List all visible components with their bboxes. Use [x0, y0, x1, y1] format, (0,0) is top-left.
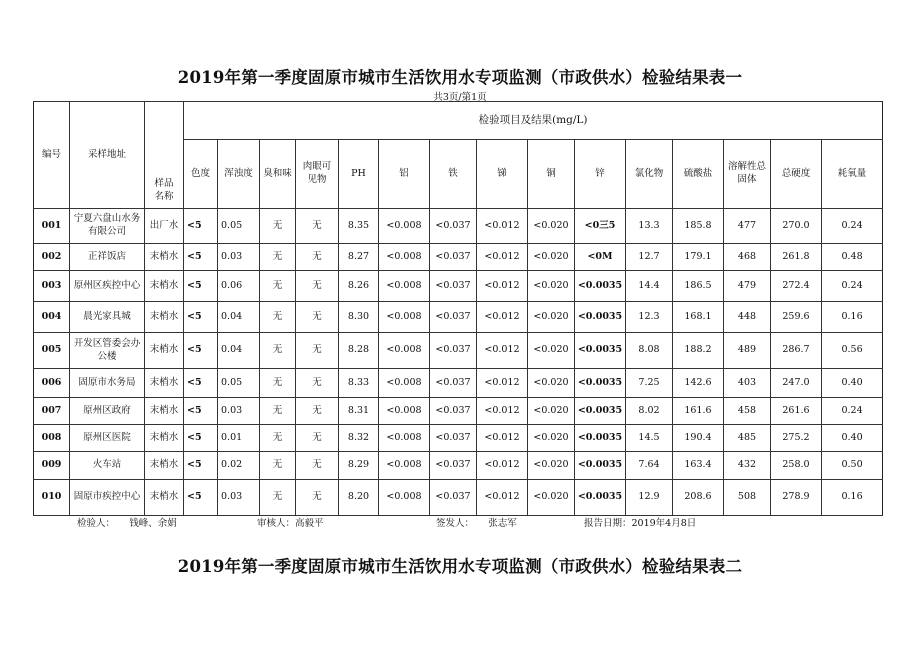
header-col-10: 氯化物: [626, 140, 673, 209]
row-id: 009: [34, 452, 70, 480]
cell-7: <0.012: [477, 302, 528, 333]
table-row: [34, 333, 883, 369]
cell-9: <0.0035: [575, 333, 626, 369]
row-id: 010: [34, 480, 70, 516]
row-sample: 末梢水: [145, 302, 184, 333]
footer-report-date: 报告日期：2019年4月8日: [584, 518, 697, 529]
cell-12: 432: [724, 452, 771, 480]
cell-1: 0.03: [218, 244, 260, 271]
cell-10: 14.5: [626, 425, 673, 452]
row-sample: 末梢水: [145, 480, 184, 516]
cell-2: 无: [260, 302, 296, 333]
row-location: 开发区管委会办公楼: [70, 333, 145, 369]
cell-3: 无: [296, 480, 339, 516]
cell-14: 0.50: [822, 452, 883, 480]
cell-5: <0.008: [379, 480, 430, 516]
cell-13: 272.4: [771, 271, 822, 302]
cell-6: <0.037: [430, 209, 477, 244]
header-group: 检验项目及结果(mg/L): [184, 102, 883, 140]
header-sample: [145, 102, 184, 209]
cell-11: 186.5: [673, 271, 724, 302]
cell-4: 8.26: [339, 271, 379, 302]
cell-1: 0.04: [218, 302, 260, 333]
header-col-7: 锑: [477, 140, 528, 209]
cell-1: 0.03: [218, 398, 260, 425]
row-sample: 末梢水: [145, 369, 184, 398]
header-sample-line1: 样品: [154, 178, 174, 190]
cell-5: <0.008: [379, 244, 430, 271]
table-row: [34, 425, 883, 452]
cell-14: 0.16: [822, 480, 883, 516]
cell-6: <0.037: [430, 333, 477, 369]
cell-2: 无: [260, 369, 296, 398]
cell-0: <5: [184, 369, 218, 398]
cell-9: <0.0035: [575, 480, 626, 516]
cell-8: <0.020: [528, 302, 575, 333]
cell-11: 185.8: [673, 209, 724, 244]
header-col-13: 总硬度: [771, 140, 822, 209]
cell-6: <0.037: [430, 480, 477, 516]
cell-9: <0.0035: [575, 452, 626, 480]
cell-9: <0.0035: [575, 425, 626, 452]
cell-9: <0.0035: [575, 302, 626, 333]
header-col-2: 臭和味: [260, 140, 296, 209]
header-col-14: 耗氧量: [822, 140, 883, 209]
row-id: 001: [34, 209, 70, 244]
cell-7: <0.012: [477, 271, 528, 302]
cell-8: <0.020: [528, 369, 575, 398]
cell-14: 0.56: [822, 333, 883, 369]
cell-11: 190.4: [673, 425, 724, 452]
cell-10: 12.9: [626, 480, 673, 516]
cell-2: 无: [260, 480, 296, 516]
cell-6: <0.037: [430, 271, 477, 302]
row-location: 原州区政府: [70, 398, 145, 425]
cell-2: 无: [260, 209, 296, 244]
cell-0: <5: [184, 480, 218, 516]
row-id: 007: [34, 398, 70, 425]
row-id: 002: [34, 244, 70, 271]
cell-10: 13.3: [626, 209, 673, 244]
cell-5: <0.008: [379, 333, 430, 369]
cell-3: 无: [296, 271, 339, 302]
cell-4: 8.20: [339, 480, 379, 516]
cell-12: 448: [724, 302, 771, 333]
cell-3: 无: [296, 333, 339, 369]
cell-3: 无: [296, 244, 339, 271]
cell-13: 258.0: [771, 452, 822, 480]
header-col-3: 肉眼可见物: [296, 140, 339, 209]
cell-10: 12.3: [626, 302, 673, 333]
row-id: 005: [34, 333, 70, 369]
cell-10: 14.4: [626, 271, 673, 302]
row-sample: 末梢水: [145, 271, 184, 302]
table-row: [34, 398, 883, 425]
cell-5: <0.008: [379, 425, 430, 452]
cell-7: <0.012: [477, 209, 528, 244]
cell-11: 188.2: [673, 333, 724, 369]
cell-12: 458: [724, 398, 771, 425]
footer: [0, 515, 920, 529]
header-id: 编号: [34, 102, 70, 209]
cell-4: 8.28: [339, 333, 379, 369]
header-col-9: 锌: [575, 140, 626, 209]
cell-0: <5: [184, 244, 218, 271]
cell-8: <0.020: [528, 398, 575, 425]
table-row: [34, 209, 883, 244]
cell-6: <0.037: [430, 369, 477, 398]
cell-3: 无: [296, 452, 339, 480]
row-sample: 末梢水: [145, 244, 184, 271]
cell-6: <0.037: [430, 398, 477, 425]
footer-issuer: 签发人： 张志军: [436, 518, 517, 529]
cell-12: 479: [724, 271, 771, 302]
cell-14: 0.40: [822, 369, 883, 398]
cell-5: <0.008: [379, 398, 430, 425]
results-table: [33, 101, 883, 516]
cell-14: 0.24: [822, 398, 883, 425]
cell-0: <5: [184, 425, 218, 452]
cell-5: <0.008: [379, 369, 430, 398]
cell-5: <0.008: [379, 452, 430, 480]
row-id: 004: [34, 302, 70, 333]
cell-11: 179.1: [673, 244, 724, 271]
cell-8: <0.020: [528, 209, 575, 244]
footer-inspector: 检验人： 钱峰、余娟: [77, 518, 177, 529]
cell-8: <0.020: [528, 333, 575, 369]
cell-8: <0.020: [528, 244, 575, 271]
row-location: 晨光家具城: [70, 302, 145, 333]
row-location: 固原市水务局: [70, 369, 145, 398]
cell-9: <0.0035: [575, 271, 626, 302]
row-sample: 末梢水: [145, 398, 184, 425]
row-sample: 末梢水: [145, 333, 184, 369]
row-location: 固原市疾控中心: [70, 480, 145, 516]
table-row: [34, 244, 883, 271]
cell-2: 无: [260, 425, 296, 452]
report-title-2: 2019年第一季度固原市城市生活饮用水专项监测（市政供水）检验结果表二: [177, 557, 743, 576]
header-sample-line2: 名称: [154, 191, 174, 203]
cell-4: 8.31: [339, 398, 379, 425]
cell-5: <0.008: [379, 302, 430, 333]
row-location: 原州区医院: [70, 425, 145, 452]
cell-2: 无: [260, 333, 296, 369]
row-sample: 末梢水: [145, 425, 184, 452]
cell-12: 477: [724, 209, 771, 244]
cell-7: <0.012: [477, 425, 528, 452]
cell-8: <0.020: [528, 425, 575, 452]
table-row: [34, 271, 883, 302]
cell-14: 0.24: [822, 271, 883, 302]
cell-7: <0.012: [477, 333, 528, 369]
cell-3: 无: [296, 425, 339, 452]
header-col-11: 硫酸盐: [673, 140, 724, 209]
cell-10: 8.02: [626, 398, 673, 425]
cell-1: 0.02: [218, 452, 260, 480]
table-row: [34, 452, 883, 480]
cell-0: <5: [184, 302, 218, 333]
cell-11: 161.6: [673, 398, 724, 425]
footer-reviewer: 审核人：高毅平: [257, 518, 324, 529]
cell-12: 468: [724, 244, 771, 271]
table-row: [34, 302, 883, 333]
header-col-0: 色度: [184, 140, 218, 209]
cell-11: 163.4: [673, 452, 724, 480]
cell-7: <0.012: [477, 480, 528, 516]
cell-5: <0.008: [379, 271, 430, 302]
cell-11: 208.6: [673, 480, 724, 516]
cell-0: <5: [184, 333, 218, 369]
row-location: 正祥饭店: [70, 244, 145, 271]
cell-1: 0.05: [218, 209, 260, 244]
cell-14: 0.40: [822, 425, 883, 452]
table-row: [34, 480, 883, 516]
cell-2: 无: [260, 244, 296, 271]
cell-11: 168.1: [673, 302, 724, 333]
header-col-6: 铁: [430, 140, 477, 209]
header-col-5: 铝: [379, 140, 430, 209]
cell-8: <0.020: [528, 271, 575, 302]
cell-10: 7.64: [626, 452, 673, 480]
header-col-1: 浑浊度: [218, 140, 260, 209]
cell-7: <0.012: [477, 398, 528, 425]
cell-4: 8.30: [339, 302, 379, 333]
cell-6: <0.037: [430, 452, 477, 480]
cell-4: 8.32: [339, 425, 379, 452]
cell-8: <0.020: [528, 452, 575, 480]
row-location: 宁夏六盘山水务有限公司: [70, 209, 145, 244]
cell-0: <5: [184, 271, 218, 302]
cell-13: 261.8: [771, 244, 822, 271]
cell-3: 无: [296, 398, 339, 425]
cell-11: 142.6: [673, 369, 724, 398]
cell-7: <0.012: [477, 369, 528, 398]
cell-1: 0.01: [218, 425, 260, 452]
row-id: 008: [34, 425, 70, 452]
cell-9: <0三5: [575, 209, 626, 244]
header-row-1: [34, 102, 883, 140]
cell-3: 无: [296, 369, 339, 398]
cell-5: <0.008: [379, 209, 430, 244]
cell-12: 485: [724, 425, 771, 452]
cell-3: 无: [296, 209, 339, 244]
cell-1: 0.06: [218, 271, 260, 302]
cell-7: <0.012: [477, 452, 528, 480]
row-location: 火车站: [70, 452, 145, 480]
cell-4: 8.35: [339, 209, 379, 244]
cell-4: 8.29: [339, 452, 379, 480]
cell-14: 0.16: [822, 302, 883, 333]
cell-14: 0.48: [822, 244, 883, 271]
cell-1: 0.03: [218, 480, 260, 516]
cell-1: 0.04: [218, 333, 260, 369]
cell-13: 286.7: [771, 333, 822, 369]
cell-2: 无: [260, 271, 296, 302]
cell-13: 259.6: [771, 302, 822, 333]
cell-10: 7.25: [626, 369, 673, 398]
cell-13: 261.6: [771, 398, 822, 425]
cell-2: 无: [260, 452, 296, 480]
cell-12: 403: [724, 369, 771, 398]
cell-9: <0M: [575, 244, 626, 271]
cell-13: 275.2: [771, 425, 822, 452]
row-id: 006: [34, 369, 70, 398]
cell-13: 278.9: [771, 480, 822, 516]
cell-13: 247.0: [771, 369, 822, 398]
row-id: 003: [34, 271, 70, 302]
cell-0: <5: [184, 452, 218, 480]
cell-9: <0.0035: [575, 398, 626, 425]
row-location: 原州区疾控中心: [70, 271, 145, 302]
cell-2: 无: [260, 398, 296, 425]
header-col-12: 溶解性总固体: [724, 140, 771, 209]
cell-13: 270.0: [771, 209, 822, 244]
cell-12: 489: [724, 333, 771, 369]
cell-10: 8.08: [626, 333, 673, 369]
table-row: [34, 369, 883, 398]
cell-0: <5: [184, 209, 218, 244]
cell-0: <5: [184, 398, 218, 425]
cell-4: 8.33: [339, 369, 379, 398]
cell-9: <0.0035: [575, 369, 626, 398]
cell-6: <0.037: [430, 244, 477, 271]
cell-6: <0.037: [430, 425, 477, 452]
cell-4: 8.27: [339, 244, 379, 271]
header-col-4: PH: [339, 140, 379, 209]
cell-10: 12.7: [626, 244, 673, 271]
cell-8: <0.020: [528, 480, 575, 516]
header-col-8: 铜: [528, 140, 575, 209]
cell-7: <0.012: [477, 244, 528, 271]
row-sample: 出厂水: [145, 209, 184, 244]
cell-1: 0.05: [218, 369, 260, 398]
report-title: 2019年第一季度固原市城市生活饮用水专项监测（市政供水）检验结果表一: [177, 68, 743, 87]
cell-6: <0.037: [430, 302, 477, 333]
cell-3: 无: [296, 302, 339, 333]
row-sample: 末梢水: [145, 452, 184, 480]
page-info: 共3页/第1页: [433, 92, 487, 103]
header-location: 采样地址: [70, 102, 145, 209]
cell-14: 0.24: [822, 209, 883, 244]
cell-12: 508: [724, 480, 771, 516]
